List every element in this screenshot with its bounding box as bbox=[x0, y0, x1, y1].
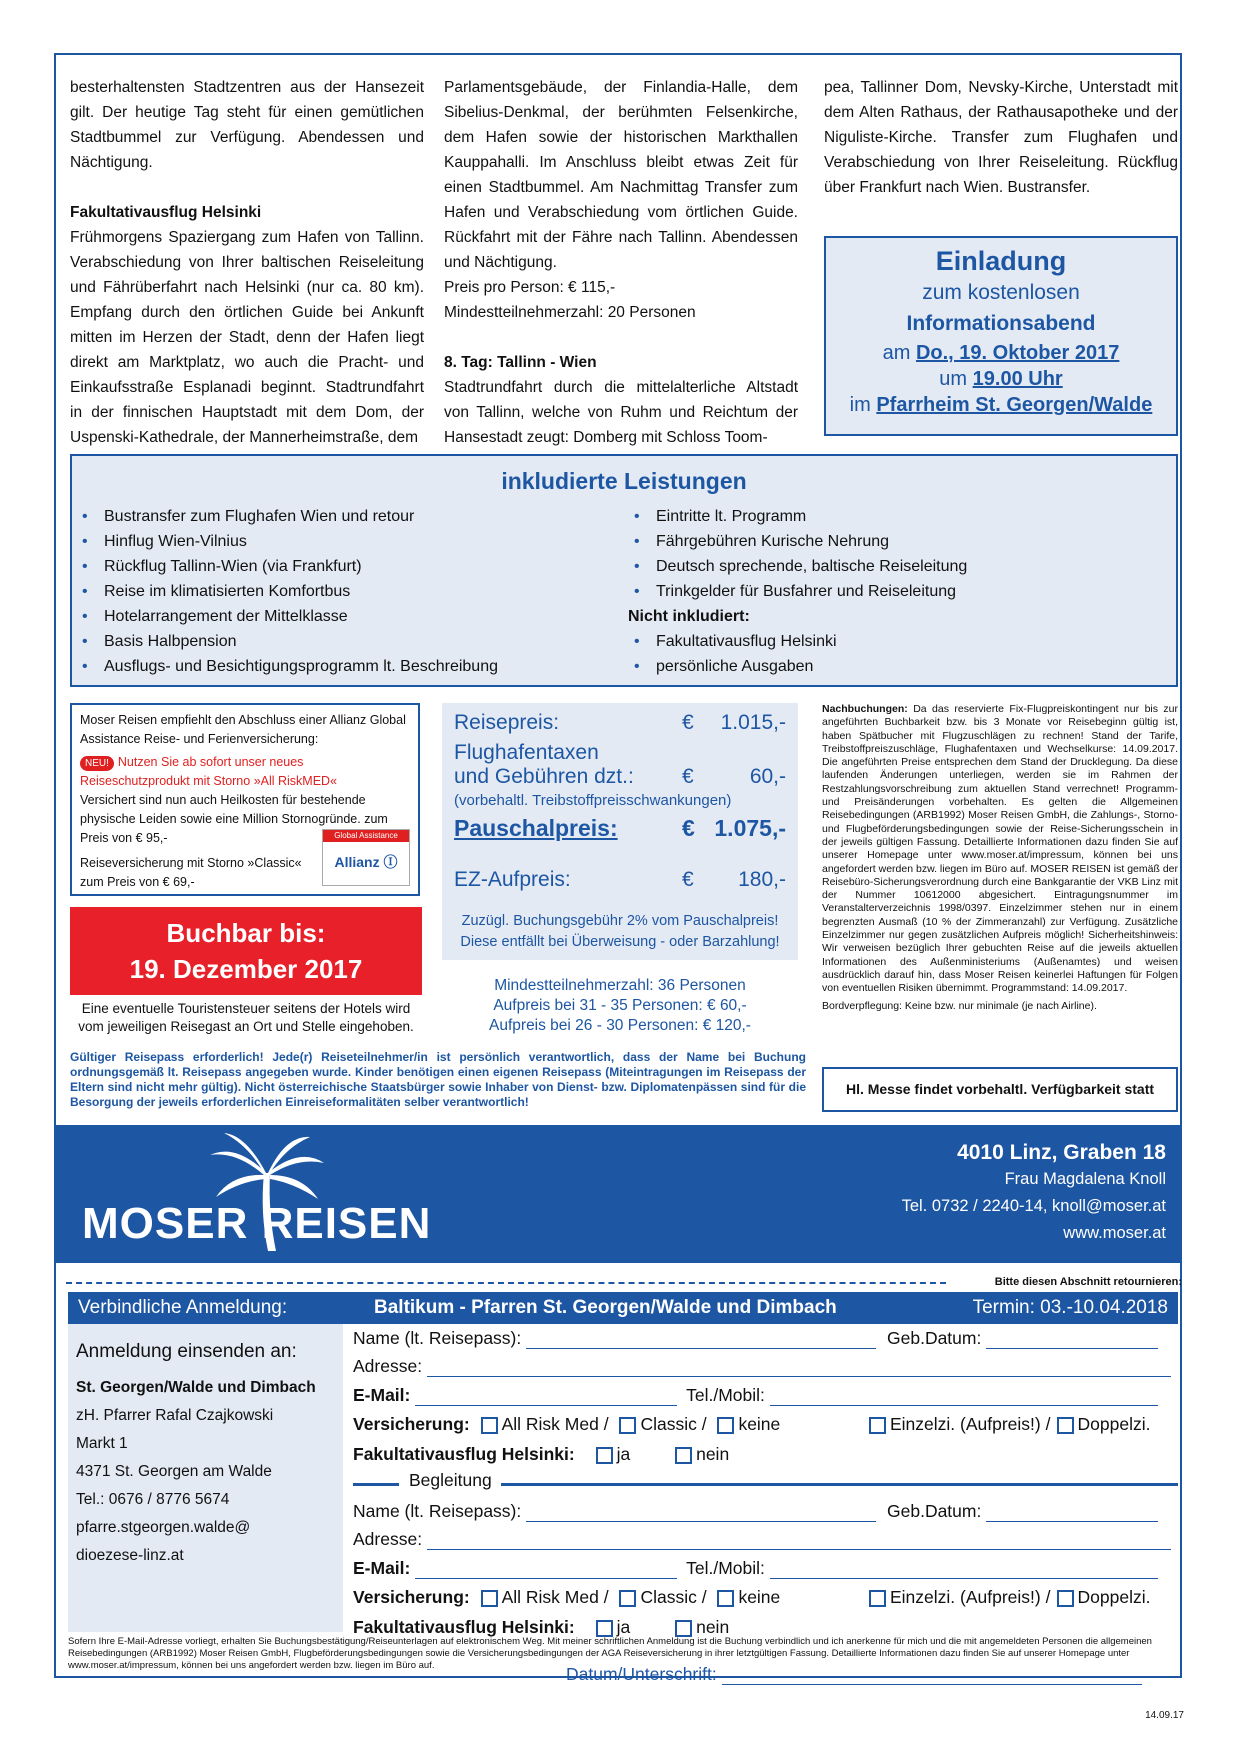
separator: / bbox=[1045, 1587, 1051, 1607]
separator: / bbox=[1045, 1414, 1051, 1434]
list-item: • Fährgebühren Kurische Nehrung bbox=[628, 529, 1168, 554]
insurance-box bbox=[70, 703, 420, 896]
registration-header bbox=[68, 1292, 1178, 1324]
name-field[interactable] bbox=[526, 1328, 876, 1349]
price-fuel-note: (vorbehaltl. Treibstoffpreisschwankungen) bbox=[454, 792, 732, 809]
list-item: • Eintritte lt. Programm bbox=[628, 504, 1168, 529]
invitation-date: Do., 19. Oktober 2017 bbox=[915, 342, 1120, 364]
option-label: Einzelzi. (Aufpreis!) bbox=[890, 1414, 1041, 1434]
price-box bbox=[442, 703, 798, 960]
option-label: All Risk Med / bbox=[501, 1587, 609, 1607]
price-amount: 60,- bbox=[749, 765, 786, 788]
companion-label: Begleitung bbox=[409, 1470, 492, 1490]
list-item: • Deutsch sprechende, baltische Reiseleitung bbox=[628, 554, 1168, 579]
invitation-time: 19.00 Uhr bbox=[972, 368, 1063, 390]
price-amount: 1.075,- bbox=[714, 815, 786, 841]
price-row-flughafen bbox=[454, 741, 786, 765]
price-label: und Gebühren dzt.: bbox=[454, 765, 634, 788]
list-item: • Hotelarrangement der Mittelklasse bbox=[76, 604, 616, 629]
field-label: Geb.Datum: bbox=[887, 1328, 982, 1348]
not-included-label: Nicht inkludiert: bbox=[628, 608, 750, 625]
send-to-box bbox=[68, 1324, 343, 1632]
return-note: Bitte diesen Abschnitt retournieren: bbox=[994, 1276, 1182, 1288]
field-label: E-Mail: bbox=[353, 1385, 411, 1405]
services-title: inkludierte Leistungen bbox=[501, 468, 747, 494]
companion-allriskmed-checkbox[interactable] bbox=[481, 1590, 498, 1607]
option-label: keine bbox=[738, 1587, 781, 1607]
form-row bbox=[353, 1529, 1178, 1557]
logo-bar: Global Assistance bbox=[323, 830, 409, 842]
excursion-price: Preis pro Person: € 115,- bbox=[444, 279, 616, 296]
companion-helsinki-yes-checkbox[interactable] bbox=[596, 1620, 613, 1637]
companion-email-field[interactable] bbox=[415, 1558, 677, 1579]
send-to-line: 4371 St. Georgen am Walde bbox=[76, 1463, 272, 1480]
paragraph: Frühmorgens Spaziergang zum Hafen von Tallinn. Verabschiedung von Ihrer baltischen Reiseleitung und Fährüberfahrt nach Helsinki (nur ca. 80 km). Empfang durch den örtlichen Guide bei Ankunft mitten im Herzen der Stadt, denn der Hafen liegt direkt am Marktplatz, wo auch die Pracht- und Einkaufsstraße Esplanadi beginnt. Stadtrundfahrt in der finnischen Hauptstadt mit dem Dom, der Uspenski-Kathedrale, der Mannerheimstraße, dem bbox=[70, 229, 424, 446]
send-to-line: Markt 1 bbox=[76, 1435, 128, 1452]
insurance-detail: Versichert sind nun auch Heilkosten für bestehende physische Leiden sowie eine Million Stornogründe. zum Preis von € 95,- bbox=[80, 793, 388, 845]
address: 4010 Linz, Graben 18 bbox=[957, 1141, 1166, 1164]
paragraph: besterhaltensten Stadtzentren aus der Hansezeit gilt. Der heutige Tag steht für einen gemütlichen Stadtbummel zur Verfügung. Abendessen und Nächtigung. bbox=[70, 79, 424, 171]
signature-field[interactable] bbox=[722, 1664, 1142, 1685]
contact-phone-email: Tel. 0732 / 2240-14, knoll@moser.at bbox=[901, 1197, 1166, 1215]
address-field[interactable] bbox=[427, 1356, 1171, 1377]
section-heading: 8. Tag: Tallinn - Wien bbox=[444, 354, 597, 371]
field-label: Tel./Mobil: bbox=[686, 1558, 765, 1578]
note-label: Nachbuchungen: bbox=[822, 703, 908, 715]
insurance-intro: Moser Reisen empfiehlt den Abschluss einer Allianz Global Assistance Reise- und Ferienversicherung: bbox=[80, 713, 406, 746]
field-label: Name (lt. Reisepass): bbox=[353, 1328, 522, 1348]
companion-address-field[interactable] bbox=[427, 1529, 1171, 1550]
option-label: nein bbox=[696, 1617, 730, 1637]
field-label: Tel./Mobil: bbox=[686, 1385, 765, 1405]
text-column-3 bbox=[824, 75, 1178, 200]
form-row bbox=[353, 1385, 1178, 1413]
registration-date: Termin: 03.-10.04.2018 bbox=[972, 1297, 1168, 1318]
list-item: • Fakultativausflug Helsinki bbox=[628, 629, 1168, 654]
print-date: 14.09.17 bbox=[1145, 1710, 1184, 1721]
price-row-ez bbox=[454, 868, 786, 892]
label: am bbox=[882, 342, 911, 364]
send-to-line: zH. Pfarrer Rafal Czajkowski bbox=[76, 1407, 274, 1424]
helsinki-yes-checkbox[interactable] bbox=[596, 1447, 613, 1464]
form-row bbox=[353, 1356, 1178, 1384]
text-column-1 bbox=[70, 75, 424, 450]
price-row-pauschal bbox=[454, 815, 786, 842]
services-right bbox=[628, 504, 1168, 679]
onboard-catering: Bordverpflegung: Keine bzw. nur minimale (je nach Airline). bbox=[822, 999, 1097, 1012]
email-field[interactable] bbox=[415, 1385, 677, 1406]
list-item: • Bustransfer zum Flughafen Wien und retour bbox=[76, 504, 616, 529]
companion-none-checkbox[interactable] bbox=[717, 1590, 734, 1607]
field-label: Name (lt. Reisepass): bbox=[353, 1501, 522, 1521]
helsinki-no-checkbox[interactable] bbox=[675, 1447, 692, 1464]
paragraph: pea, Tallinner Dom, Nevsky-Kirche, Unterstadt mit dem Alten Rathaus, der Rathausapotheke und der Niguliste-Kirche. Transfer zum Flughafen und Verabschiedung von Ihrer Reiseleitung. Rückflug über Frankfurt nach Wien. Bustransfer. bbox=[824, 79, 1178, 196]
invitation-place: Pfarrheim St. Georgen/Walde bbox=[876, 394, 1153, 416]
send-to-line: pfarre.stgeorgen.walde@ bbox=[76, 1519, 251, 1536]
price-label: Reisepreis: bbox=[454, 711, 560, 734]
new-badge: NEU! bbox=[80, 756, 114, 771]
insurance-classic-checkbox[interactable] bbox=[619, 1417, 636, 1434]
bookable-until-box bbox=[70, 907, 422, 995]
min-line: Aufpreis bei 26 - 30 Personen: € 120,- bbox=[489, 1017, 751, 1034]
option-label: nein bbox=[696, 1444, 730, 1464]
companion-double-room-checkbox[interactable] bbox=[1057, 1590, 1074, 1607]
option-label: Doppelzi. bbox=[1077, 1587, 1151, 1607]
companion-divider bbox=[353, 1470, 1178, 1498]
double-room-checkbox[interactable] bbox=[1057, 1417, 1074, 1434]
passport-note: Gültiger Reisepass erforderlich! Jede(r) Reiseteilnehmer/in ist persönlich verantwortlich, dass der Name bei Buchung ordnungsgemäß lt. Reisepass angegeben wurde. Kinder benötigen einen eigenen Reisepass (Miteintragungen im Reisepass der Eltern sind nicht mehr gültig). Nicht österreichische Staatsbürger sowie Inhaber von Dienst- bzw. Diplomatenpässen sind für die Besorgung der jeweils erforderlichen Einreiseformalitäten selber verantwortlich! bbox=[70, 1050, 806, 1109]
form-row bbox=[353, 1501, 1178, 1529]
text-column-2 bbox=[444, 75, 798, 450]
allianz-logo bbox=[322, 829, 410, 886]
booking-fee-note: Zuzügl. Buchungsgebühr 2% vom Pauschalpreis! bbox=[461, 913, 779, 929]
option-label: ja bbox=[616, 1617, 631, 1637]
insurance-allriskmed-checkbox[interactable] bbox=[481, 1417, 498, 1434]
registration-label: Verbindliche Anmeldung: bbox=[78, 1297, 288, 1318]
list-item: • Trinkgelder für Busfahrer und Reiseleitung bbox=[628, 579, 1168, 604]
logo-name: Allianz Ⓘ bbox=[334, 854, 398, 870]
companion-birthdate-field[interactable] bbox=[986, 1501, 1158, 1522]
birthdate-field[interactable] bbox=[986, 1328, 1158, 1349]
field-label: Adresse: bbox=[353, 1529, 423, 1549]
company-address bbox=[902, 1139, 1166, 1247]
invitation-date-line bbox=[826, 340, 1176, 366]
bookable-label: Buchbar bis: bbox=[166, 918, 326, 948]
contact-person: Frau Magdalena Knoll bbox=[1004, 1170, 1166, 1188]
send-to-line: dioezese-linz.at bbox=[76, 1547, 184, 1564]
option-label: ja bbox=[616, 1444, 631, 1464]
field-label: Fakultativausflug Helsinki: bbox=[353, 1444, 575, 1464]
field-label: E-Mail: bbox=[353, 1558, 411, 1578]
list-item: • Basis Halbpension bbox=[76, 629, 616, 654]
booking-fee-note: Diese entfällt bei Überweisung - oder Barzahlung! bbox=[460, 934, 780, 950]
form-row bbox=[353, 1587, 1178, 1615]
option-label: All Risk Med / bbox=[501, 1414, 609, 1434]
field-label: Adresse: bbox=[353, 1356, 423, 1376]
send-to-label: Anmeldung einsenden an: bbox=[76, 1341, 297, 1362]
signature-row bbox=[566, 1664, 1142, 1685]
services-left bbox=[76, 504, 616, 679]
send-to-line: Tel.: 0676 / 8776 5674 bbox=[76, 1491, 230, 1508]
send-to-line: St. Georgen/Walde und Dimbach bbox=[76, 1379, 316, 1396]
option-label: Doppelzi. bbox=[1077, 1414, 1151, 1434]
currency: € bbox=[682, 868, 694, 891]
paragraph: Parlamentsgebäude, der Finlandia-Halle, dem Sibelius-Denkmal, der berühmten Felsenkirche, dem Hafen sowie der historischen Markthallen Kauppahalli. Im Anschluss bleibt etwas Zeit für einen Stadtbummel. Am Nachmittag Transfer zum Hafen und Verabschiedung vom örtlichen Guide. Rückfahrt mit der Fähre nach Tallinn. Abendessen und Nächtigung. bbox=[444, 79, 798, 271]
phone-field[interactable] bbox=[770, 1385, 1158, 1406]
companion-classic-checkbox[interactable] bbox=[619, 1590, 636, 1607]
companion-single-room-checkbox[interactable] bbox=[869, 1590, 886, 1607]
field-label: Fakultativausflug Helsinki: bbox=[353, 1617, 575, 1637]
mass-note: Hl. Messe findet vorbehaltl. Verfügbarkeit statt bbox=[822, 1067, 1178, 1112]
late-booking-note bbox=[822, 703, 1178, 1013]
fine-print: Sofern Ihre E-Mail-Adresse vorliegt, erhalten Sie Buchungsbestätigung/Reiseunterlagen auf elektronischem Weg. Mit meiner schriftlichen Anmeldung ist die Buchung verbindlich und ich anerkenne für mich und die mit angemeldeten Personen die allgemeinen Reisebedingungen (ARB1992) Moser Reisen GmbH, Flugbeförderungsbedingungen sowie die Versicherungsbedingungen der AGA Reiseversicherung in ihrer letztgültigen Fassung. Detaillierte Informationen dazu finden Sie auf unserer Homepage unter www.moser.at/impressum, können bei uns angefordert werden bzw. liegen im Büro auf. bbox=[68, 1636, 1152, 1671]
list-item: • Hinflug Wien-Vilnius bbox=[76, 529, 616, 554]
field-label: Geb.Datum: bbox=[887, 1501, 982, 1521]
company-banner bbox=[56, 1125, 1180, 1263]
form-row bbox=[353, 1328, 1178, 1356]
list-item: • Ausflugs- und Besichtigungsprogramm lt. Beschreibung bbox=[76, 654, 616, 679]
option-label: Classic / bbox=[640, 1587, 707, 1607]
single-room-checkbox[interactable] bbox=[869, 1417, 886, 1434]
invitation-line: zum kostenlosen bbox=[922, 281, 1080, 304]
included-services-box bbox=[70, 454, 1178, 687]
note-text: Da das reservierte Fix-Flugpreiskontingent nur bis zur angeführten Buchbarkeit bzw. bis 3 Monate vor Reisebeginn gültig ist, haben Spätbucher mit Flugzuschlägen zu rechnen! Stand der Tarife, Treibstoffpreiszuschläge, Flughafentaxen und Wechselkurse: 14.09.2017. Die angeführten Preise entsprechen dem Stand der Drucklegung. Da diese laufenden Änderungen unterliegen, werden sie im Rahmen der Restzahlungsvorschreibung zum aktuellen Stand verrechnet! Programm- und Preisänderungen vorbehalten. Es gelten die Allgemeinen Reisebedingungen (ARB1992) Moser Reisen GmbH, die Zahlungs-, Storno- und Flugbeförderungsbedingungen sowie der Reise-Sicherungsschein in der jeweils gültigen Fassung. Detaillierte Informationen dazu finden Sie auf unserer Homepage unter www.moser.at/impressum, können bei uns angefordert werden bzw. liegen im Büro auf. MOSER REISEN ist gemäß der Reisebüro-Sicherungsverordnung durch eine Bankgarantie der VKB Linz mit der Nummer 10612000 abgesichert. Eintragungsnummer im Veranstalterverzeichnis 1998/0397. Einzelzimmer stehen nur in einem begrenzten Ausmaß (10 % der Zimmeranzahl) zur Verfügung. Zusätzliche Einzelzimmer nur gegen zusätzlichen Aufpreis möglich! Sicherheitshinweis: Wir verweisen bezüglich Ihrer gebuchten Reise auf die jeweils aktuellen Informationen des Außenministeriums (Außenamtes) und weisen ausdrücklich darauf hin, dass Moser Reisen keinerlei Haftungen für Folgen von eventuellen Risiken übernimmt. Programmstand: 14.09.2017. bbox=[822, 703, 1178, 995]
insurance-classic: Reiseversicherung mit Storno »Classic« zum Preis von € 69,- bbox=[80, 856, 302, 889]
registration-trip: Baltikum - Pfarren St. Georgen/Walde und Dimbach bbox=[374, 1297, 837, 1318]
form-row bbox=[353, 1444, 1178, 1472]
form-row bbox=[353, 1414, 1178, 1442]
companion-helsinki-no-checkbox[interactable] bbox=[675, 1620, 692, 1637]
invitation-place-line bbox=[826, 392, 1176, 418]
insurance-none-checkbox[interactable] bbox=[717, 1417, 734, 1434]
insurance-new-product: Nutzen Sie ab sofort unser neues Reiseschutzprodukt mit Storno »All RiskMED« bbox=[80, 755, 338, 788]
field-label: Versicherung: bbox=[353, 1587, 470, 1607]
invitation-box bbox=[824, 236, 1178, 436]
label: im bbox=[849, 394, 871, 416]
list-item: • persönliche Ausgaben bbox=[628, 654, 1168, 679]
price-amount: 1.015,- bbox=[720, 711, 786, 734]
currency: € bbox=[682, 711, 694, 734]
invitation-line: Informationsabend bbox=[906, 312, 1096, 335]
currency: € bbox=[682, 815, 695, 841]
section-heading: Fakultativausflug Helsinki bbox=[70, 204, 262, 221]
price-row-reisepreis bbox=[454, 711, 786, 735]
invitation-time-line bbox=[826, 366, 1176, 392]
currency: € bbox=[682, 765, 694, 788]
option-label: Classic / bbox=[640, 1414, 707, 1434]
list-item: • Rückflug Tallinn-Wien (via Frankfurt) bbox=[76, 554, 616, 579]
bookable-date: 19. Dezember 2017 bbox=[129, 954, 363, 984]
companion-name-field[interactable] bbox=[526, 1501, 876, 1522]
option-label: Einzelzi. (Aufpreis!) bbox=[890, 1587, 1041, 1607]
price-label: Flughafentaxen bbox=[454, 741, 599, 764]
option-label: keine bbox=[738, 1414, 781, 1434]
tourist-tax-note: Eine eventuelle Touristensteuer seitens der Hotels wird vom jeweiligen Reisegast an Ort und Stelle eingehoben. bbox=[78, 1001, 414, 1034]
field-label: Versicherung: bbox=[353, 1414, 470, 1434]
min-participants bbox=[442, 976, 798, 1036]
price-row-gebuehren bbox=[454, 765, 786, 789]
cut-line bbox=[66, 1282, 946, 1284]
invitation-title: Einladung bbox=[935, 246, 1067, 276]
list-item: • Reise im klimatisierten Komfortbus bbox=[76, 579, 616, 604]
price-label: Pauschalpreis: bbox=[454, 815, 618, 841]
min-line: Mindestteilnehmerzahl: 36 Personen bbox=[494, 977, 746, 994]
paragraph: Stadtrundfahrt durch die mittelalterliche Altstadt von Tallinn, welche von Ruhm und Reichtum der Hansestadt zeugt: Domberg mit Schloss Toom- bbox=[444, 379, 798, 446]
website: www.moser.at bbox=[1063, 1224, 1166, 1242]
company-logo-text: MOSER REISEN bbox=[82, 1199, 432, 1248]
price-amount: 180,- bbox=[738, 868, 786, 891]
price-label: EZ-Aufpreis: bbox=[454, 868, 571, 891]
label: um bbox=[939, 368, 968, 390]
min-line: Aufpreis bei 31 - 35 Personen: € 60,- bbox=[493, 997, 747, 1014]
signature-label: Datum/Unterschrift: bbox=[566, 1664, 717, 1684]
companion-phone-field[interactable] bbox=[770, 1558, 1158, 1579]
form-row bbox=[353, 1558, 1178, 1586]
excursion-min-participants: Mindestteilnehmerzahl: 20 Personen bbox=[444, 304, 696, 321]
